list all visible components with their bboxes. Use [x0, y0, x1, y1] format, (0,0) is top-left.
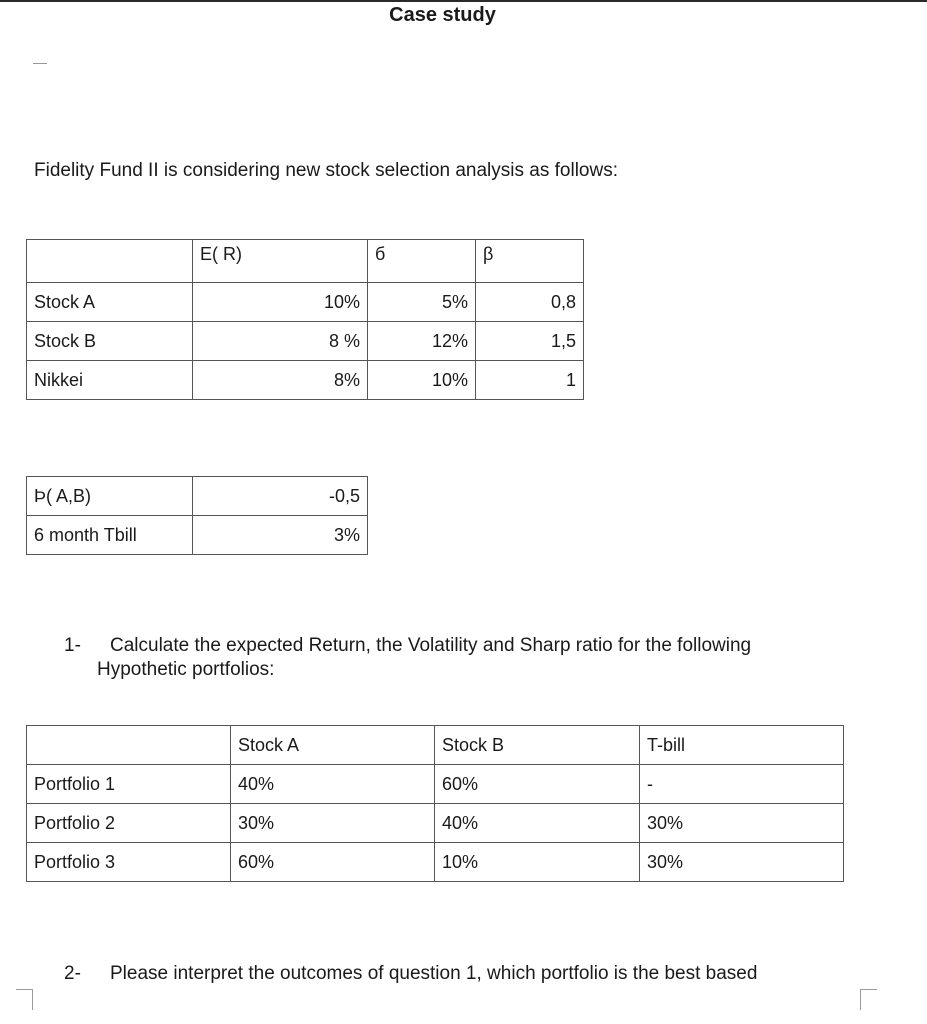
header-cell-blank [27, 240, 193, 283]
page-corner-marker-left [16, 989, 33, 1010]
question-1 [64, 634, 864, 686]
stock-a-weight-cell: 60% [231, 843, 435, 882]
question-text-continuation: Hypothetic portfolios: [97, 659, 275, 680]
intro-paragraph: Fidelity Fund II is considering new stock selection analysis as follows: [34, 160, 618, 181]
row-label: Stock B [27, 322, 193, 361]
row-label: 6 month Tbill [27, 516, 193, 555]
header-cell-sigma: б [368, 240, 476, 283]
expected-return-cell: 8 % [193, 322, 368, 361]
header-cell-beta: β [476, 240, 584, 283]
value-cell: -0,5 [193, 477, 368, 516]
beta-cell: 0,8 [476, 283, 584, 322]
page-corner-marker-right [860, 989, 877, 1010]
beta-cell: 1,5 [476, 322, 584, 361]
table-row [27, 843, 844, 882]
sigma-cell: 10% [368, 361, 476, 400]
portfolio-weights-table [26, 725, 844, 882]
table-row [27, 283, 584, 322]
expected-return-cell: 10% [193, 283, 368, 322]
row-label: Stock A [27, 283, 193, 322]
value-cell: 3% [193, 516, 368, 555]
row-label: Portfolio 3 [27, 843, 231, 882]
question-number: 1- [64, 635, 81, 656]
stock-a-weight-cell: 40% [231, 765, 435, 804]
stock-b-weight-cell: 60% [435, 765, 640, 804]
header-cell-blank [27, 726, 231, 765]
sigma-cell: 5% [368, 283, 476, 322]
header-cell-stock-a: Stock A [231, 726, 435, 765]
table-row [27, 361, 584, 400]
tbill-weight-cell: 30% [640, 804, 844, 843]
row-label: Þ( A,B) [27, 477, 193, 516]
stock-b-weight-cell: 10% [435, 843, 640, 882]
question-number: 2- [64, 963, 81, 984]
question-text: Please interpret the outcomes of question 1, which portfolio is the best based [110, 963, 758, 984]
sigma-cell: 12% [368, 322, 476, 361]
beta-cell: 1 [476, 361, 584, 400]
header-cell-stock-b: Stock B [435, 726, 640, 765]
table-row [27, 765, 844, 804]
header-cell-tbill: T-bill [640, 726, 844, 765]
question-text: Calculate the expected Return, the Volatility and Sharp ratio for the following [110, 635, 752, 656]
tbill-weight-cell: - [640, 765, 844, 804]
stock-b-weight-cell: 40% [435, 804, 640, 843]
page-top-rule [0, 0, 927, 2]
row-label: Portfolio 2 [27, 804, 231, 843]
row-label: Portfolio 1 [27, 765, 231, 804]
table-row [27, 322, 584, 361]
table-row [27, 804, 844, 843]
correlation-tbill-table [26, 476, 368, 555]
table-header-row [27, 726, 844, 765]
margin-marker [33, 63, 47, 64]
header-cell-expected-return: E( R) [193, 240, 368, 283]
table-row [27, 477, 368, 516]
tbill-weight-cell: 30% [640, 843, 844, 882]
stock-data-table [26, 239, 584, 400]
table-row [27, 516, 368, 555]
expected-return-cell: 8% [193, 361, 368, 400]
document-title: Case study [389, 4, 496, 26]
table-header-row [27, 240, 584, 283]
row-label: Nikkei [27, 361, 193, 400]
question-2 [64, 962, 864, 988]
stock-a-weight-cell: 30% [231, 804, 435, 843]
